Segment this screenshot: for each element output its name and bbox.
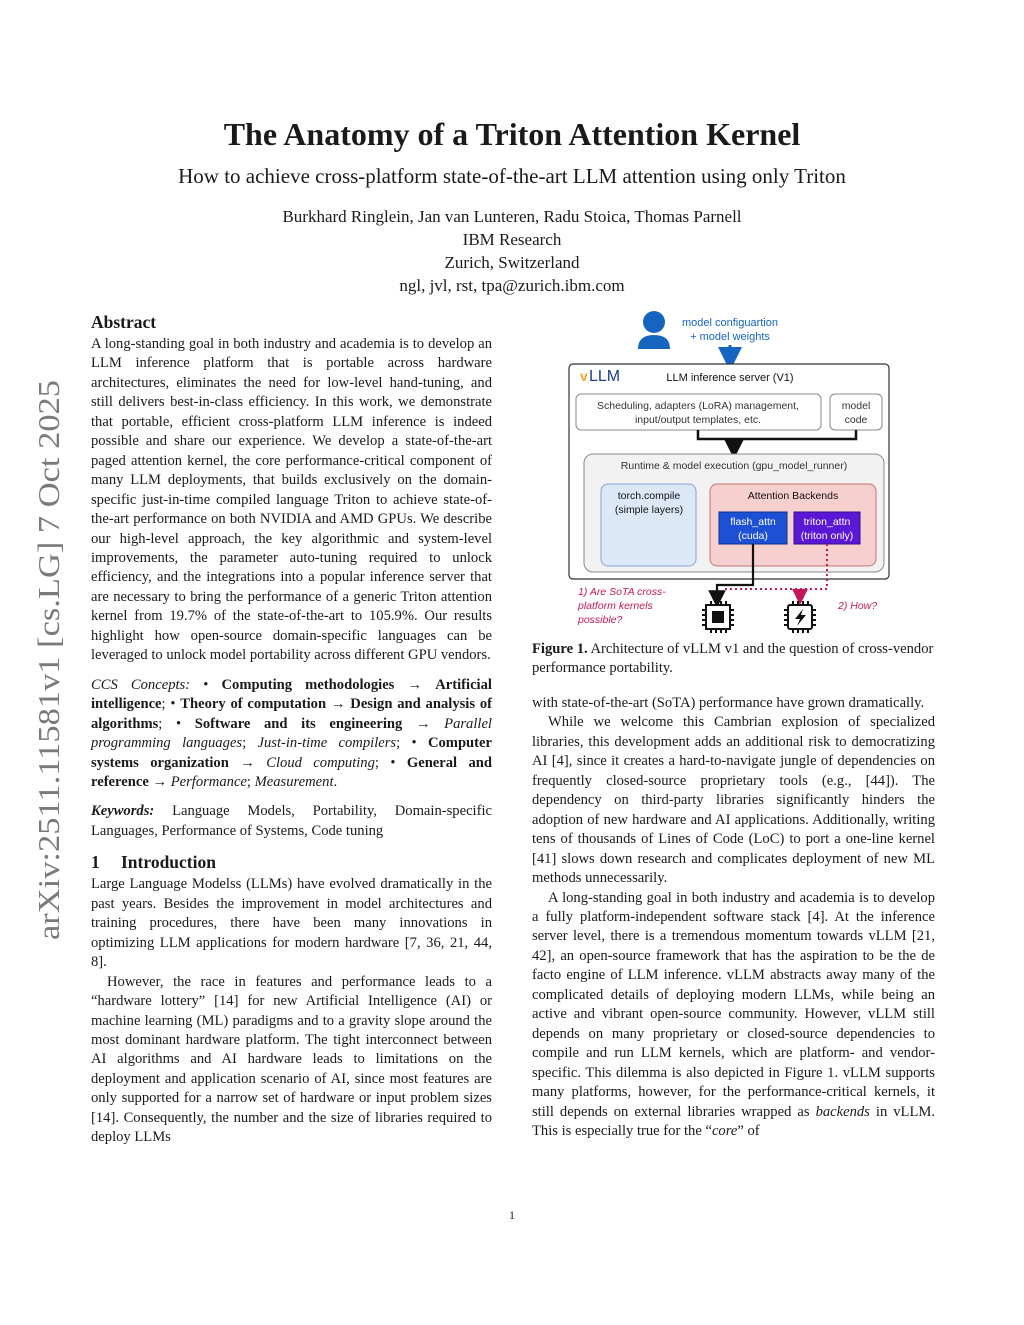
torch-compile-line1: torch.compile	[617, 490, 681, 502]
intro-heading: 1 Introduction	[91, 852, 216, 873]
nvidia-gpu-chip-icon	[702, 601, 734, 633]
ccs-label: CCS Concepts:	[91, 676, 191, 693]
amd-gpu-chip-icon	[784, 601, 816, 633]
server-title: LLM inference server (V1)	[666, 372, 794, 384]
page-number: 1	[509, 1208, 515, 1222]
author-names: Burkhard Ringlein, Jan van Lunteren, Radu Stoica, Thomas Parnell	[282, 207, 742, 226]
flash-attn-line2: (cuda)	[738, 530, 768, 542]
intro-right-paragraph-1: with state-of-the-art (SoTA) performance have grown dramatically.	[532, 695, 925, 711]
runtime-title: Runtime & model execution (gpu_model_runner)	[620, 460, 848, 472]
figure-1	[564, 307, 904, 637]
keywords	[91, 802, 492, 841]
question-2: 2) How?	[838, 600, 878, 612]
left-column	[91, 309, 492, 1148]
author-emails: ngl, jvl, rst, tpa@zurich.ibm.com	[399, 276, 625, 295]
model-code-line1: model	[841, 400, 871, 412]
figure-1-caption	[532, 640, 937, 679]
paper-title: The Anatomy of a Triton Attention Kernel	[223, 116, 801, 152]
attention-backends-title: Attention Backends	[747, 490, 839, 502]
author-block	[0, 205, 1024, 297]
intro-paragraph-1: Large Language Modelss (LLMs) have evolved dramatically in the past years. Besides the improvement in model architectures and training procedures, there have been many innovations in optimizing LLM applications for modern hardware [7, 36, 21, 44, 8].	[91, 876, 492, 971]
abstract-text: A long-standing goal in both industry and academia is to develop an LLM inference platform that is portable across hardware architectures, eliminates the need for low-level hand-tuning, and still delivers best-in-class efficiency. In this work, we demonstrate that portable, efficient cross-platform LLM inference is indeed possible and share our experience. We develop a state-of-the-art paged attention kernel, the core performance-critical component of many LLM deployments, that builds exclusively on the domain-specific just-in-time compiled language Triton to achieve state-of-the-art performance on both NVIDIA and AMD GPUs. We describe our high-level approach, the key algorithmic and system-level improvements, the parameter auto-tuning required to unlock efficiency, and the integrations into a popular inference server that are necessary to bring the performance of a generic Triton attention kernel from 19.7% of the state-of-the-art to 105.9%. Our results highlight how open-source domain-specific languages can be leveraged to unlock model portability across different GPU vendors.	[91, 336, 492, 664]
user-icon	[638, 311, 670, 349]
scheduling-line2: input/output templates, etc.	[634, 414, 762, 426]
model-code-line2: code	[844, 414, 868, 426]
caption-label: Figure 1.	[532, 641, 588, 657]
keywords-label: Keywords:	[91, 803, 155, 820]
ccs-concepts: CCS Concepts: • Computing methodologies → Artificial intelligence; • Theory of computation → Design and analysis of algorithms; • Software and its engineering → Parallel programming languages; Just-in-time compilers; • Computer systems organization → Cloud computing; • General and reference → Performance; Measurement.	[91, 676, 493, 790]
abstract-heading: Abstract	[91, 312, 157, 332]
model-config-note-line2: + model weights	[690, 331, 770, 343]
vllm-logo-v: v	[580, 368, 588, 384]
vllm-logo: LLM	[589, 368, 621, 385]
intro-paragraph-2: However, the race in features and performance leads to a “hardware lottery” [14] for new Artificial Intelligence (AI) or machine learning (ML) paradigms and to a gravity slope around the most dominant hardware platform. The tight interconnect between AI algorithms and AI hardware leads to limitations on the deployment and application scenario of AI, since most features are only supported for a narrow set of hardware or input problem sizes [14]. Consequently, the number and the size of libraries required to deploy LLMs	[91, 973, 492, 1146]
author-location: Zurich, Switzerland	[444, 253, 580, 272]
paper-subtitle: How to achieve cross-platform state-of-the-art LLM attention using only Triton	[178, 164, 846, 188]
question-1-line1: 1) Are SoTA cross-	[578, 586, 666, 598]
triton-attn-line1: triton_attn	[803, 516, 851, 528]
arxiv-stamp	[16, 380, 72, 940]
right-column	[532, 694, 935, 1141]
author-affiliation: IBM Research	[462, 230, 562, 249]
intro-right-paragraph-2: While we welcome this Cambrian explosion of specialized libraries, this development adds an additional risk to democratizing AI [4], since it creates a hard-to-navigate jungle of dependencies on frequently closed-source proprietary tools (e.g., [44]). The dependency on third-party libraries significantly hinders the adoption of new hardware and AI applications. Additionally, writing tens of thousands of Lines of Code (LoC) to port a one-line kernel [41] slows down research and complicates deployment of new ML methods unnecessarily.	[532, 714, 935, 887]
keywords-text: Language Models, Portability, Domain-specific Languages, Performance of Systems, Code tuning	[91, 803, 492, 839]
flash-attn-line1: flash_attn	[730, 516, 776, 528]
scheduling-line1: Scheduling, adapters (LoRA) management,	[597, 400, 799, 412]
triton-attn-line2: (triton only)	[800, 530, 854, 542]
intro-right-paragraph-3: A long-standing goal in both industry and academia is to develop a fully platform-independent software stack [4]. At the inference server level, there is a tremendous momentum towards vLLM [21, 42], an open-source framework that has the aspiration to be the de facto engine of LLM inference. vLLM abstracts away many of the complicated details of deploying modern LLMs, while being an active and vibrant open-source community. However, vLLM still depends on many proprietary or closed-source dependencies to compile and run LLM kernels, which are platform- and vendor-specific. This dilemma is also depicted in Figure 1. vLLM supports many platforms, however, for the performance-critical kernels, it still depends on external libraries wrapped as backends in vLLM. This is especially true for the “core” of	[532, 889, 935, 1139]
question-1-line3: possible?	[578, 614, 623, 626]
model-config-note-line1: model configuartion	[681, 317, 779, 329]
question-1-line2: platform kernels	[578, 600, 653, 612]
torch-compile-line2: (simple layers)	[614, 504, 684, 516]
arxiv-stamp-text: arXiv:2511.11581v1 [cs.LG] 7 Oct 2025	[31, 436, 66, 940]
caption-text: Architecture of vLLM v1 and the question of cross-vendor performance portability.	[532, 641, 934, 677]
